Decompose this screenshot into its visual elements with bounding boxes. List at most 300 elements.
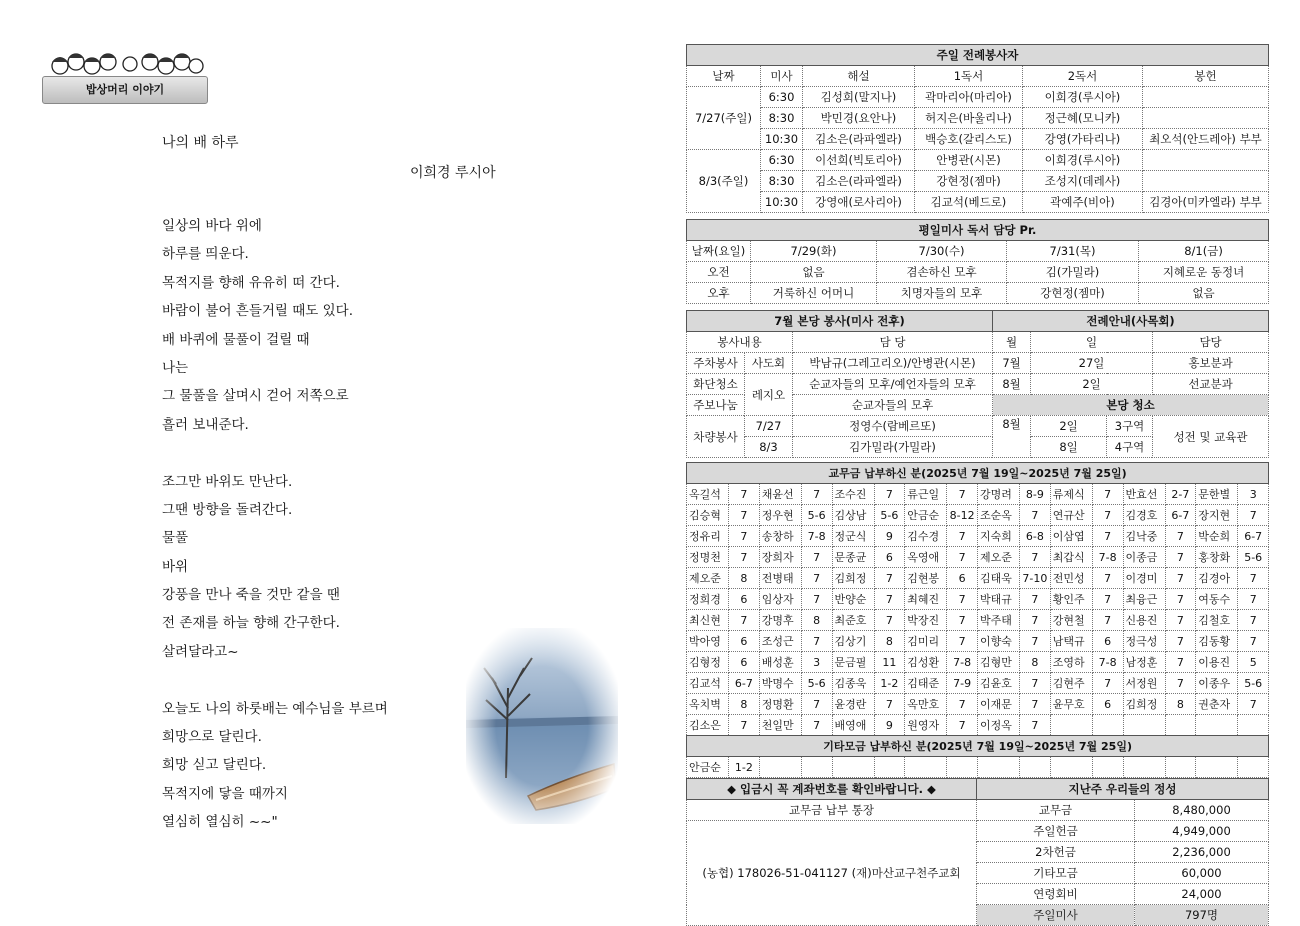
donor-name: 강명후 <box>759 610 801 631</box>
donor-months: 7 <box>1238 694 1269 715</box>
donor-name <box>1196 757 1238 778</box>
donor-name <box>759 757 801 778</box>
service-table <box>686 310 1269 458</box>
commentator: 김소은(라파엘라) <box>803 171 915 192</box>
donor-months: 7 <box>1092 484 1123 505</box>
donor-name: 김종욱 <box>832 673 874 694</box>
donor-name: 김형만 <box>978 652 1020 673</box>
donor-row <box>687 673 1269 694</box>
weekday-table <box>686 219 1269 304</box>
legio-group: 레지오 <box>745 374 793 416</box>
donor-months: 6-8 <box>1020 526 1051 547</box>
donor-name: 천일만 <box>759 715 801 736</box>
commentator: 이선희(빅토리아) <box>803 150 915 171</box>
donor-months: 7 <box>1020 547 1051 568</box>
donor-months: 7 <box>1238 631 1269 652</box>
donor-months: 7 <box>874 589 905 610</box>
donor-name: 박태규 <box>978 589 1020 610</box>
donor-months: 9 <box>874 715 905 736</box>
donor-name: 김태준 <box>905 673 947 694</box>
donor-name: 박아영 <box>687 631 729 652</box>
donor-name: 반효선 <box>1123 484 1165 505</box>
flower-label: 화단청소 <box>687 374 745 395</box>
donor-name: 신용진 <box>1123 610 1165 631</box>
donor-row <box>687 589 1269 610</box>
donor-name: 윤무호 <box>1050 694 1092 715</box>
donor-months: 8-9 <box>1020 484 1051 505</box>
poem-line: 바람이 불어 흔들거릴 때도 있다. <box>162 303 353 320</box>
donor-name <box>905 757 947 778</box>
offering-name: 연령회비 <box>977 884 1135 905</box>
donor-name: 안금순 <box>905 505 947 526</box>
lake-boat-photo <box>466 628 618 824</box>
donor-name: 김교석 <box>687 673 729 694</box>
liturgy-row <box>687 87 1269 108</box>
donor-name <box>1123 715 1165 736</box>
offering-name: 기타모금 <box>977 863 1135 884</box>
weekday-reader: 지혜로운 동정녀 <box>1139 262 1269 283</box>
liturgy-row <box>687 171 1269 192</box>
donor-months: 7 <box>1092 526 1123 547</box>
donor-name <box>978 757 1020 778</box>
donor-name: 김성환 <box>905 652 947 673</box>
donor-months: 8 <box>729 694 760 715</box>
donor-name: 조순옥 <box>978 505 1020 526</box>
donor-months: 7 <box>1092 589 1123 610</box>
donor-name: 정군식 <box>832 526 874 547</box>
donor-months: 7 <box>1238 505 1269 526</box>
poem-line: 나는 <box>162 359 189 376</box>
donor-name: 전병태 <box>759 568 801 589</box>
poem-line <box>162 439 388 467</box>
donor-name: 정우현 <box>759 505 801 526</box>
poem-line: 그 물풀을 살며시 걷어 저쪽으로 <box>162 388 349 405</box>
second-reading: 이희경(루시아) <box>1023 87 1143 108</box>
poem-line: 흘러 보내준다. <box>162 416 249 433</box>
weekday-title: 평일미사 독서 담당 Pr. <box>687 220 1269 241</box>
vehicle-name: 정영수(람베르또) <box>793 416 993 437</box>
offering-name: 주일미사 <box>977 905 1135 926</box>
donor-name: 김경호 <box>1123 505 1165 526</box>
donor-name: 박주태 <box>978 610 1020 631</box>
left-page <box>0 0 640 919</box>
donor-name: 김상남 <box>832 505 874 526</box>
offering-amount: 797명 <box>1135 905 1269 926</box>
donor-name: 옥치벽 <box>687 694 729 715</box>
parking-names: 박남규(그레고리오)/안병관(시몬) <box>793 353 993 374</box>
donor-name: 류근일 <box>905 484 947 505</box>
service-title: 7월 본당 봉사(미사 전후) <box>687 311 993 332</box>
donor-months: 8 <box>729 568 760 589</box>
donor-name: 강현철 <box>1050 610 1092 631</box>
donor-months: 6 <box>729 652 760 673</box>
donor-months: 6 <box>1092 631 1123 652</box>
first-reading: 곽마리아(마리아) <box>915 87 1023 108</box>
donor-months: 6-7 <box>1165 505 1196 526</box>
weekly-names: 순교자들의 모후 <box>793 395 993 416</box>
liturgy-row <box>687 108 1269 129</box>
donor-name: 정희경 <box>687 589 729 610</box>
donor-months: 7-8 <box>947 652 978 673</box>
donor-name: 김현봉 <box>905 568 947 589</box>
donor-row <box>687 652 1269 673</box>
donor-row <box>687 631 1269 652</box>
donor-months: 7 <box>801 547 832 568</box>
donor-months: 5-6 <box>874 505 905 526</box>
cleaning-zone: 3구역 <box>1107 416 1153 437</box>
donor-months: 7 <box>947 715 978 736</box>
donor-months: 7 <box>1238 568 1269 589</box>
donor-name: 배성훈 <box>759 652 801 673</box>
donor-months: 3 <box>801 652 832 673</box>
liturgy-column-header: 미사 <box>761 66 803 87</box>
donor-months <box>874 757 905 778</box>
donor-months <box>801 757 832 778</box>
offering-person <box>1143 108 1269 129</box>
donor-months: 7 <box>801 631 832 652</box>
poem-line: 목적지에 닿을 때까지 <box>162 785 288 802</box>
poem-line: 물풀 <box>162 530 189 547</box>
donor-months: 7-10 <box>1020 568 1051 589</box>
weekday-row <box>687 283 1269 304</box>
donor-name: 여동수 <box>1196 589 1238 610</box>
guide-team: 선교분과 <box>1153 374 1269 395</box>
mass-time: 6:30 <box>761 87 803 108</box>
donor-months: 7 <box>1020 505 1051 526</box>
guide-header-month: 월 <box>993 332 1031 353</box>
donor-months: 7 <box>1165 526 1196 547</box>
commentator: 김성희(말지나) <box>803 87 915 108</box>
mass-time: 8:30 <box>761 108 803 129</box>
guide-month: 7월 <box>993 353 1031 374</box>
poem-line: 희망 싣고 달린다. <box>162 757 267 774</box>
donor-name: 최준호 <box>832 610 874 631</box>
donor-months: 8-12 <box>947 505 978 526</box>
donor-months: 7 <box>874 694 905 715</box>
donor-name: 류제식 <box>1050 484 1092 505</box>
donor-name <box>832 757 874 778</box>
donor-name: 문한별 <box>1196 484 1238 505</box>
donor-name: 정극성 <box>1123 631 1165 652</box>
donor-months: 5-6 <box>1238 673 1269 694</box>
donor-name: 김태욱 <box>978 568 1020 589</box>
donor-name: 김희정 <box>832 568 874 589</box>
donor-name: 정유리 <box>687 526 729 547</box>
liturgy-column-header: 1독서 <box>915 66 1023 87</box>
donor-months: 8 <box>801 610 832 631</box>
bulletin-logo <box>36 46 212 110</box>
service-header-person: 담 당 <box>793 332 993 353</box>
offerings-title: 지난주 우리들의 정성 <box>977 779 1269 800</box>
donor-months: 7 <box>947 484 978 505</box>
donor-name: 김희정 <box>1123 694 1165 715</box>
donor-months: 7 <box>874 484 905 505</box>
cleaning-title: 본당 청소 <box>993 395 1269 416</box>
weekday-row <box>687 262 1269 283</box>
donor-row <box>687 547 1269 568</box>
donor-name: 이향숙 <box>978 631 1020 652</box>
donor-name: 장희자 <box>759 547 801 568</box>
liturgy-column-header: 해설 <box>803 66 915 87</box>
donor-months: 7 <box>1020 631 1051 652</box>
mass-time: 10:30 <box>761 129 803 150</box>
poem-line: 오늘도 나의 하룻배는 예수님을 부르며 <box>162 700 388 717</box>
mass-time: 8:30 <box>761 171 803 192</box>
donor-row <box>687 568 1269 589</box>
donor-name: 채윤선 <box>759 484 801 505</box>
poem-line: 하루를 띄운다. <box>162 246 249 263</box>
donor-months: 7 <box>729 715 760 736</box>
liturgy-date: 7/27(주일) <box>687 87 761 150</box>
donor-name: 박명수 <box>759 673 801 694</box>
donor-name: 김현주 <box>1050 673 1092 694</box>
donor-name: 정명환 <box>759 694 801 715</box>
donor-months: 6-7 <box>1238 526 1269 547</box>
donor-name: 최신현 <box>687 610 729 631</box>
vehicle-name: 김가밀라(가밀라) <box>793 437 993 458</box>
donor-months: 7-8 <box>1092 547 1123 568</box>
donor-name: 제오준 <box>978 547 1020 568</box>
weekday-reader: 거룩하신 어머니 <box>751 283 877 304</box>
donor-months: 7 <box>1092 610 1123 631</box>
donor-name: 남정훈 <box>1123 652 1165 673</box>
donor-name: 김수경 <box>905 526 947 547</box>
liturgy-table <box>686 44 1269 213</box>
right-page <box>686 44 1268 926</box>
donor-name: 문금필 <box>832 652 874 673</box>
poem-line: 그땐 방향을 돌려간다. <box>162 501 293 518</box>
first-reading: 안병관(시몬) <box>915 150 1023 171</box>
donor-months: 7 <box>1020 694 1051 715</box>
first-reading: 허지은(바울리나) <box>915 108 1023 129</box>
first-reading: 김교석(베드로) <box>915 192 1023 213</box>
donors-table <box>686 462 1269 778</box>
donor-months: 7 <box>1020 715 1051 736</box>
offering-amount: 60,000 <box>1135 863 1269 884</box>
donor-months <box>1165 757 1196 778</box>
account-number: (농협) 178026-51-041127 (재)마산교구천주교회 <box>687 821 977 926</box>
first-reading: 강현정(젬마) <box>915 171 1023 192</box>
donor-name: 원영자 <box>905 715 947 736</box>
second-reading: 정근혜(모니카) <box>1023 108 1143 129</box>
commentator: 김소은(라파엘라) <box>803 129 915 150</box>
donor-months: 7 <box>874 568 905 589</box>
liturgy-column-header: 날짜 <box>687 66 761 87</box>
donor-row <box>687 484 1269 505</box>
poem-line: 목적지를 향해 유유히 떠 간다. <box>162 274 340 291</box>
donor-name: 김미리 <box>905 631 947 652</box>
donor-months: 7 <box>729 610 760 631</box>
donor-name: 안금순 <box>687 757 729 778</box>
poem-line: 전 존재를 하늘 향해 간구한다. <box>162 615 340 632</box>
second-reading: 이희경(루시아) <box>1023 150 1143 171</box>
donor-name <box>1050 757 1092 778</box>
cleaning-day: 8일 <box>1031 437 1107 458</box>
donor-name: 이종우 <box>1196 673 1238 694</box>
cleaning-team: 성전 및 교육관 <box>1153 416 1269 458</box>
donor-name: 조영하 <box>1050 652 1092 673</box>
poem-body <box>162 212 388 837</box>
weekday-column-header: 8/1(금) <box>1139 241 1269 262</box>
poem-line: 살려달라고~ <box>162 643 239 660</box>
donor-months <box>1238 715 1269 736</box>
second-reading: 강영(가타리나) <box>1023 129 1143 150</box>
donor-months <box>947 757 978 778</box>
donor-name <box>1196 715 1238 736</box>
donor-name: 배영애 <box>832 715 874 736</box>
offering-person <box>1143 150 1269 171</box>
donor-name: 이용진 <box>1196 652 1238 673</box>
donor-months: 7 <box>947 694 978 715</box>
donor-months: 7 <box>1165 673 1196 694</box>
donor-name: 문종균 <box>832 547 874 568</box>
poem-line: 조그만 바위도 만난다. <box>162 473 293 490</box>
poem-line: 배 바퀴에 물풀이 걸릴 때 <box>162 331 310 348</box>
donor-months: 7 <box>1165 610 1196 631</box>
parking-group: 사도회 <box>745 353 793 374</box>
offering-person: 김경아(미카엘라) 부부 <box>1143 192 1269 213</box>
donor-name: 최갑식 <box>1050 547 1092 568</box>
donor-months: 7 <box>874 610 905 631</box>
account-label: 교무금 납부 통장 <box>687 800 977 821</box>
donor-months: 1-2 <box>729 757 760 778</box>
offering-person <box>1143 87 1269 108</box>
donor-months: 7 <box>947 547 978 568</box>
donor-name: 강명려 <box>978 484 1020 505</box>
donor-months: 7 <box>1165 589 1196 610</box>
other-donations-title: 기타모금 납부하신 분(2025년 7월 19일~2025년 7월 25일) <box>687 736 1269 757</box>
donor-name: 김경아 <box>1196 568 1238 589</box>
second-reading: 곽예주(비아) <box>1023 192 1143 213</box>
parking-label: 주차봉사 <box>687 353 745 374</box>
donor-months: 6-7 <box>729 673 760 694</box>
donor-months: 7 <box>1165 547 1196 568</box>
liturgy-date: 8/3(주일) <box>687 150 761 213</box>
donor-months: 8 <box>1020 652 1051 673</box>
donor-name: 김철호 <box>1196 610 1238 631</box>
guide-title: 전례안내(사목회) <box>993 311 1269 332</box>
donor-months: 7 <box>729 547 760 568</box>
donor-row <box>687 505 1269 526</box>
weekday-column-header: 날짜(요일) <box>687 241 751 262</box>
donor-months: 7 <box>1092 673 1123 694</box>
cleaning-month: 8월 <box>993 416 1031 458</box>
vehicle-date: 8/3 <box>745 437 793 458</box>
donor-months: 7 <box>947 526 978 547</box>
weekday-reader: 겸손하신 모후 <box>877 262 1007 283</box>
donor-months: 5-6 <box>801 673 832 694</box>
donor-row <box>687 610 1269 631</box>
donor-months: 6 <box>947 568 978 589</box>
donor-row <box>687 526 1269 547</box>
poem-line: 바위 <box>162 558 189 575</box>
donor-name: 이종금 <box>1123 547 1165 568</box>
donor-name: 김동황 <box>1196 631 1238 652</box>
mass-time: 6:30 <box>761 150 803 171</box>
donor-months: 2-7 <box>1165 484 1196 505</box>
weekday-reader: 치명자들의 모후 <box>877 283 1007 304</box>
donor-row <box>687 715 1269 736</box>
donor-name: 반양순 <box>832 589 874 610</box>
donor-name: 최융근 <box>1123 589 1165 610</box>
weekday-column-header: 7/30(수) <box>877 241 1007 262</box>
offering-amount: 4,949,000 <box>1135 821 1269 842</box>
donor-months: 11 <box>874 652 905 673</box>
donor-name: 권춘자 <box>1196 694 1238 715</box>
guide-month: 8월 <box>993 374 1031 395</box>
donor-name: 옥만호 <box>905 694 947 715</box>
donor-months: 7 <box>801 715 832 736</box>
commentator: 강영애(로사리아) <box>803 192 915 213</box>
poem-line <box>162 666 388 694</box>
donor-months: 7-9 <box>947 673 978 694</box>
donor-months: 7-8 <box>801 526 832 547</box>
donor-name: 김낙중 <box>1123 526 1165 547</box>
donor-name: 이경미 <box>1123 568 1165 589</box>
donor-name: 윤경란 <box>832 694 874 715</box>
offering-name: 주일헌금 <box>977 821 1135 842</box>
donor-months: 7 <box>801 589 832 610</box>
poem-author: 이희경 루시아 <box>410 165 496 181</box>
donor-name: 홍창화 <box>1196 547 1238 568</box>
donor-months: 9 <box>874 526 905 547</box>
donor-months: 5-6 <box>1238 547 1269 568</box>
donor-months: 5-6 <box>801 505 832 526</box>
donor-months: 7 <box>1165 568 1196 589</box>
weekday-reader: 없음 <box>1139 283 1269 304</box>
donor-name: 이재문 <box>978 694 1020 715</box>
donor-name: 제오준 <box>687 568 729 589</box>
donor-months: 7 <box>947 610 978 631</box>
donor-months: 7 <box>947 589 978 610</box>
weekday-reader: 강현정(젬마) <box>1007 283 1139 304</box>
donor-name: 옥영애 <box>905 547 947 568</box>
donor-months: 6 <box>874 547 905 568</box>
donor-name: 김윤호 <box>978 673 1020 694</box>
donor-months: 7 <box>1020 589 1051 610</box>
cleaning-day: 2일 <box>1031 416 1107 437</box>
offering-amount: 24,000 <box>1135 884 1269 905</box>
first-reading: 백승호(갈리스도) <box>915 129 1023 150</box>
liturgy-column-header: 봉헌 <box>1143 66 1269 87</box>
donor-months <box>1092 715 1123 736</box>
poem-line: 강풍을 만나 죽을 것만 같을 땐 <box>162 587 340 604</box>
donor-months <box>1092 757 1123 778</box>
logo-banner: 밥상머리 이야기 <box>42 76 208 104</box>
guide-day: 27일 <box>1031 353 1153 374</box>
offering-name: 교무금 <box>977 800 1135 821</box>
donor-months: 7 <box>801 694 832 715</box>
donor-name: 남택규 <box>1050 631 1092 652</box>
weekday-period: 오후 <box>687 283 751 304</box>
vehicle-label: 차량봉사 <box>687 416 745 458</box>
donor-name: 장지현 <box>1196 505 1238 526</box>
offering-name: 2차헌금 <box>977 842 1135 863</box>
donor-months: 7 <box>1092 568 1123 589</box>
liturgy-row <box>687 192 1269 213</box>
liturgy-column-header: 2독서 <box>1023 66 1143 87</box>
donor-row <box>687 757 1269 778</box>
donor-name: 최혜진 <box>905 589 947 610</box>
weekday-column-header: 7/29(화) <box>751 241 877 262</box>
weekday-column-header: 7/31(목) <box>1007 241 1139 262</box>
donor-name: 연규산 <box>1050 505 1092 526</box>
donor-months: 1-2 <box>874 673 905 694</box>
donor-months: 7 <box>1238 610 1269 631</box>
flower-names: 순교자들의 모후/예언자들의 모후 <box>793 374 993 395</box>
donor-name: 지숙희 <box>978 526 1020 547</box>
donor-name: 서정원 <box>1123 673 1165 694</box>
